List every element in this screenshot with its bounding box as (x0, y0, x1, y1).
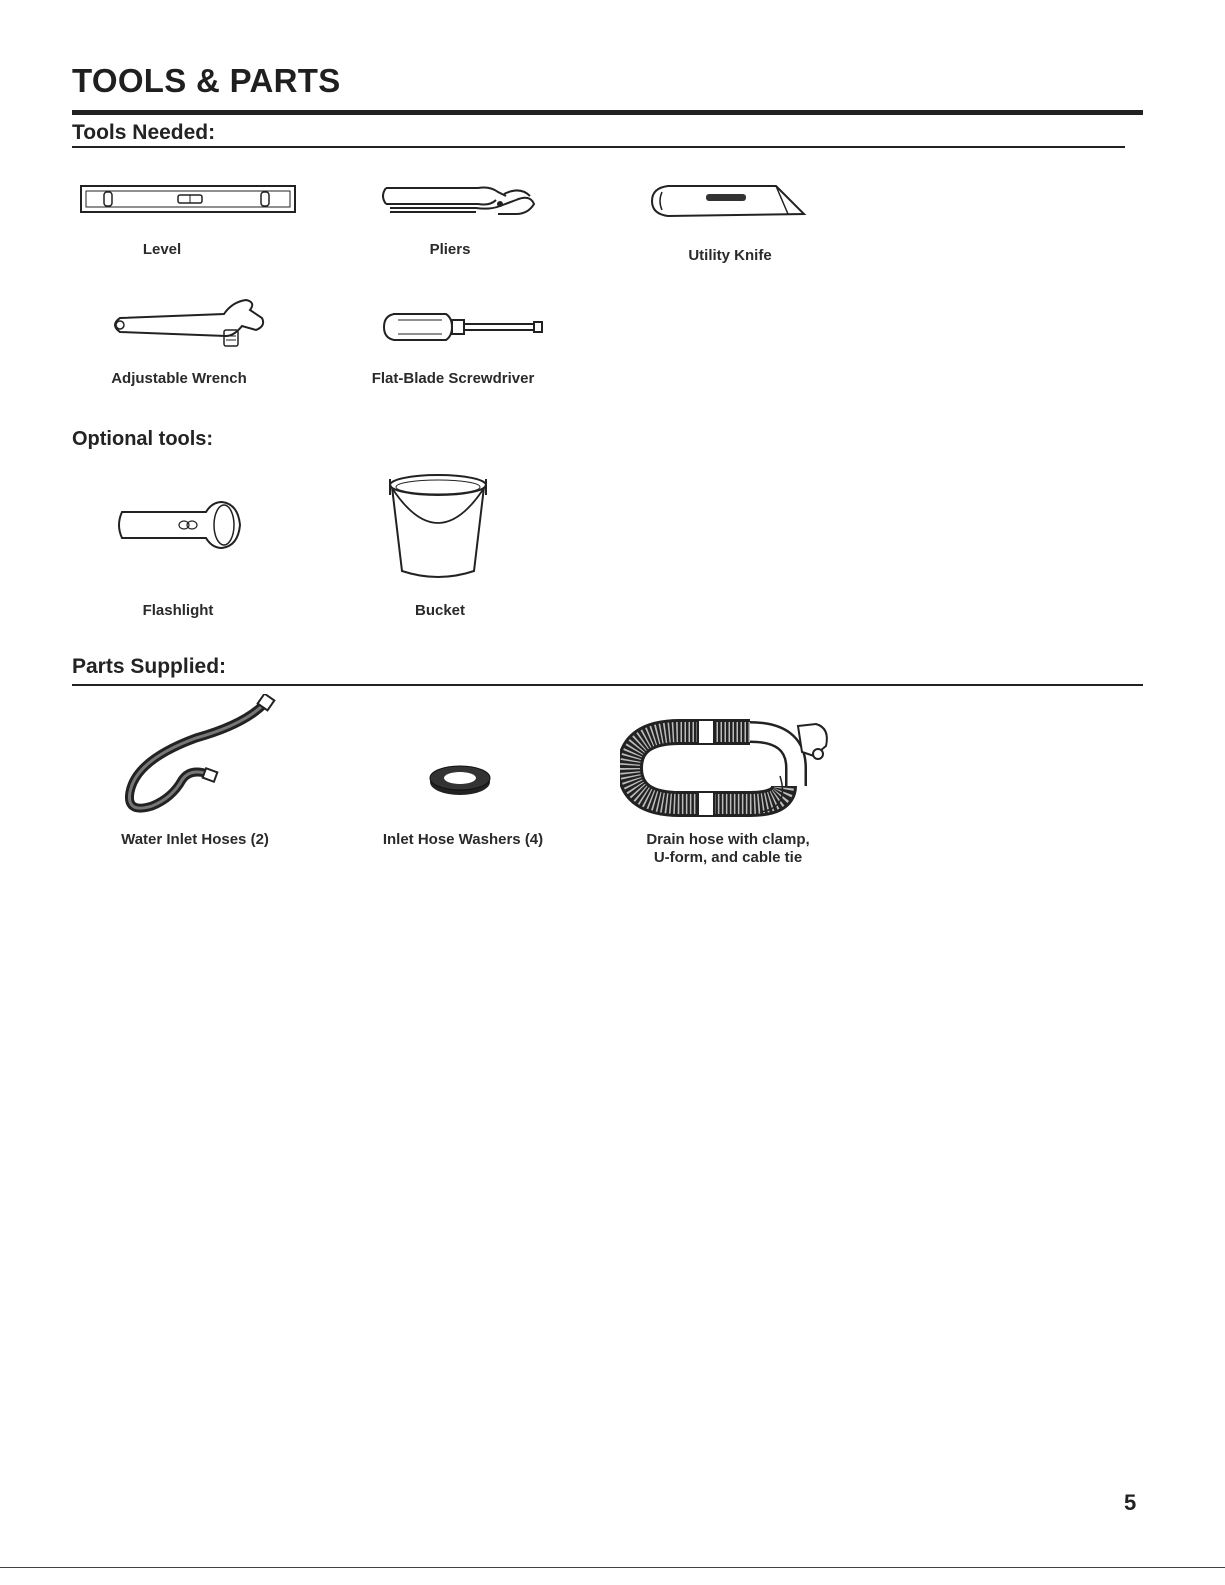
section-heading-optional-tools: Optional tools: (72, 428, 214, 450)
tool-label-adjustable-wrench: Adjustable Wrench (111, 370, 247, 387)
tool-label-flat-blade-screwdriver: Flat-Blade Screwdriver (371, 370, 535, 387)
adjustable-wrench-icon (106, 296, 274, 354)
section-divider-tools-needed (72, 146, 1125, 148)
tool-label-flashlight: Flashlight (142, 602, 214, 619)
part-label-water-inlet-hoses: Water Inlet Hoses (2) (121, 831, 269, 848)
tool-label-utility-knife: Utility Knife (688, 247, 772, 264)
level-icon (78, 182, 298, 216)
tool-label-pliers: Pliers (429, 241, 471, 258)
section-divider-parts-supplied (72, 684, 1143, 686)
drain-hose-icon (620, 716, 836, 820)
flat-blade-screwdriver-icon (380, 310, 546, 344)
pliers-icon (378, 178, 538, 224)
inlet-hose-washer-icon (424, 762, 496, 798)
part-label-inlet-hose-washers: Inlet Hose Washers (4) (382, 831, 544, 848)
page-number: 5 (1124, 1490, 1137, 1515)
bucket-icon (378, 465, 496, 589)
tool-label-level: Level (142, 241, 182, 258)
flashlight-icon (112, 500, 244, 550)
utility-knife-icon (648, 180, 808, 224)
part-label-drain-hose-line2: U-form, and cable tie (653, 849, 803, 866)
part-label-drain-hose-line1: Drain hose with clamp, (646, 831, 810, 848)
title-divider (72, 110, 1143, 115)
section-heading-tools-needed: Tools Needed: (72, 121, 216, 144)
tool-label-bucket: Bucket (414, 602, 466, 619)
water-inlet-hose-icon (116, 694, 280, 818)
section-heading-parts-supplied: Parts Supplied: (72, 655, 227, 678)
page-title: TOOLS & PARTS (72, 62, 341, 99)
page-bottom-edge (0, 1567, 1225, 1568)
